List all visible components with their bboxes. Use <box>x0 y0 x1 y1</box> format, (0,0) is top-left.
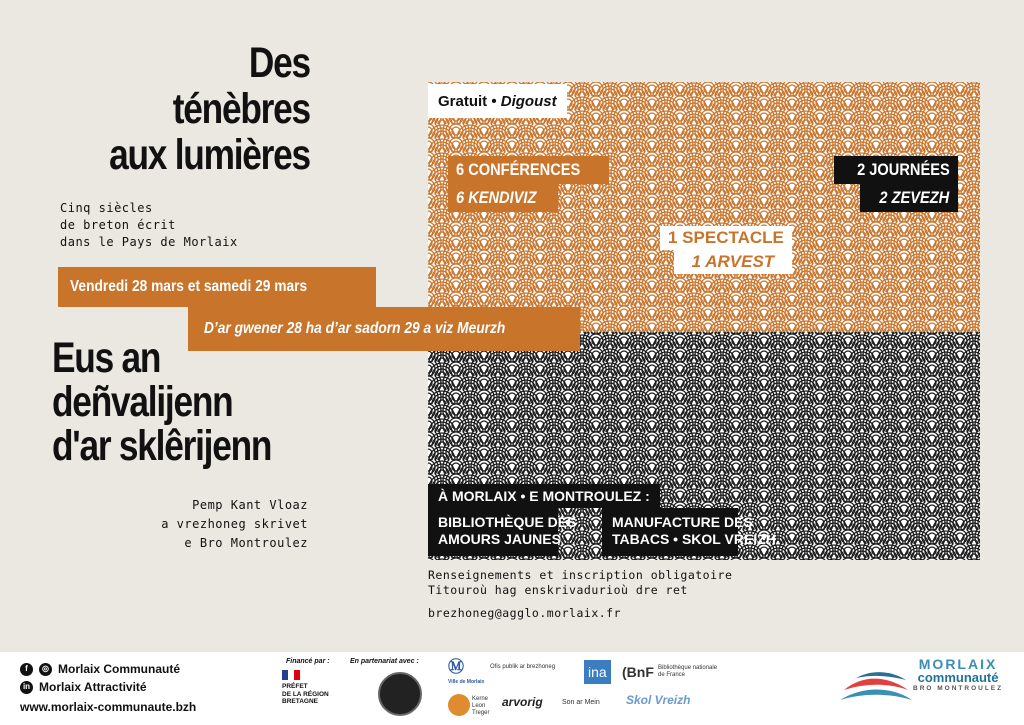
facebook-link[interactable] <box>20 660 196 678</box>
prefet-line: PRÉFET <box>282 683 308 690</box>
subtitle-fr-line: Cinq siècles <box>60 201 153 215</box>
linkedin-label: Morlaix Attractivité <box>39 680 147 694</box>
subtitle-br-line: e Bro Montroulez <box>184 536 308 550</box>
instagram-icon: ◎ <box>39 663 52 676</box>
facebook-icon: f <box>20 663 33 676</box>
conferences-br: 6 KENDIVIZ <box>456 188 537 207</box>
logo-line-c: BRO MONTROULEZ <box>913 685 1004 692</box>
venue-line: BIBLIOTHÈQUE DES <box>438 514 577 530</box>
tag-fr: Gratuit <box>438 92 488 110</box>
partner-ofis-brezhoneg: Ofis publik ar brezhoneg <box>490 664 556 670</box>
date-br: D’ar gwener 28 ha d’ar sadorn 29 a viz Meurzh <box>204 320 506 337</box>
linkedin-icon: in <box>20 681 33 694</box>
partner-bnf-label: Bibliothèque nationale de France <box>658 665 718 678</box>
partner-klt-circle <box>448 694 470 716</box>
partner-klt: Kerne Leon Treger <box>472 696 490 716</box>
venue-line: MANUFACTURE DES <box>612 514 753 530</box>
days-br: 2 ZEVEZH <box>879 188 950 207</box>
venue-line: AMOURS JAUNES <box>438 531 561 547</box>
title-br-line: Eus an <box>52 334 161 382</box>
logo-line-b: communauté <box>917 670 999 685</box>
logo-line-a: MORLAIX <box>918 656 998 672</box>
venue-library <box>428 508 577 556</box>
partner-son-ar-mein: Son ar Mein <box>562 699 600 706</box>
social-links <box>20 660 196 716</box>
subtitle-br-line: Pemp Kant Vloaz <box>192 498 308 512</box>
subtitle-br-line: a vrezhoneg skrivet <box>161 517 308 531</box>
date-band-french <box>58 267 376 307</box>
email-link[interactable]: brezhoneg@agglo.morlaix.fr <box>428 606 622 620</box>
spectacle-box <box>660 226 792 274</box>
tag-br: Digoust <box>500 92 557 110</box>
info-line: Renseignements et inscription obligatoire <box>428 568 733 582</box>
date-fr: Vendredi 28 mars et samedi 29 mars <box>70 278 308 295</box>
conferences-box <box>448 156 609 212</box>
tag-separator: • <box>487 92 501 110</box>
subtitle-fr-line: dans le Pays de Morlaix <box>60 235 238 249</box>
registration-info <box>428 568 732 621</box>
facebook-label: Morlaix Communauté <box>58 662 181 676</box>
partner-label: En partenariat avec : <box>350 658 419 665</box>
linkedin-link[interactable] <box>20 678 196 696</box>
partner-bnf: (BnF <box>622 664 654 680</box>
subtitle-fr-line: de breton écrit <box>60 218 176 232</box>
partner-arvorig: arvorig <box>502 695 543 709</box>
prefet-line: BRETAGNE <box>282 698 318 705</box>
title-french <box>109 40 310 178</box>
morlaix-communaute-wordmark <box>913 656 1003 692</box>
partner-ina: ina <box>584 660 611 684</box>
venue-manufacture <box>602 508 776 556</box>
prefet-line: DE LA RÉGION <box>282 690 329 698</box>
title-breton <box>52 336 271 468</box>
partner-round-logo <box>378 672 422 716</box>
partner-skol-vreizh: Skol Vreizh <box>626 693 691 707</box>
venue-line: TABACS • SKOL VREIZH <box>612 531 776 547</box>
free-tag <box>428 84 567 118</box>
prefet-logo <box>282 670 329 706</box>
partner-ville-morlaix: Ⓜ Ville de Morlaix <box>448 659 485 685</box>
subtitle-french <box>60 200 238 251</box>
days-fr: 2 JOURNÉES <box>857 160 950 179</box>
title-fr-line: aux lumières <box>109 131 310 179</box>
website-link[interactable]: www.morlaix-communaute.bzh <box>20 700 197 714</box>
spectacle-br: 1 ARVEST <box>674 250 792 274</box>
conferences-fr: 6 CONFÉRENCES <box>456 160 581 179</box>
spectacle-fr: 1 SPECTACLE <box>660 226 792 250</box>
days-box <box>834 156 958 212</box>
location-heading: À MORLAIX • E MONTROULEZ : <box>428 484 660 508</box>
title-br-line: d'ar sklêrijenn <box>52 422 272 470</box>
finance-label: Financé par : <box>286 658 330 665</box>
info-line: Titouroù hag enskrivadurioù dre ret <box>428 583 688 597</box>
title-fr-line: ténèbres <box>172 85 310 133</box>
title-fr-line: Des <box>248 39 310 87</box>
title-br-line: deñvalijenn <box>52 378 233 426</box>
subtitle-breton <box>161 496 308 553</box>
marianne-flag-icon <box>282 670 300 680</box>
